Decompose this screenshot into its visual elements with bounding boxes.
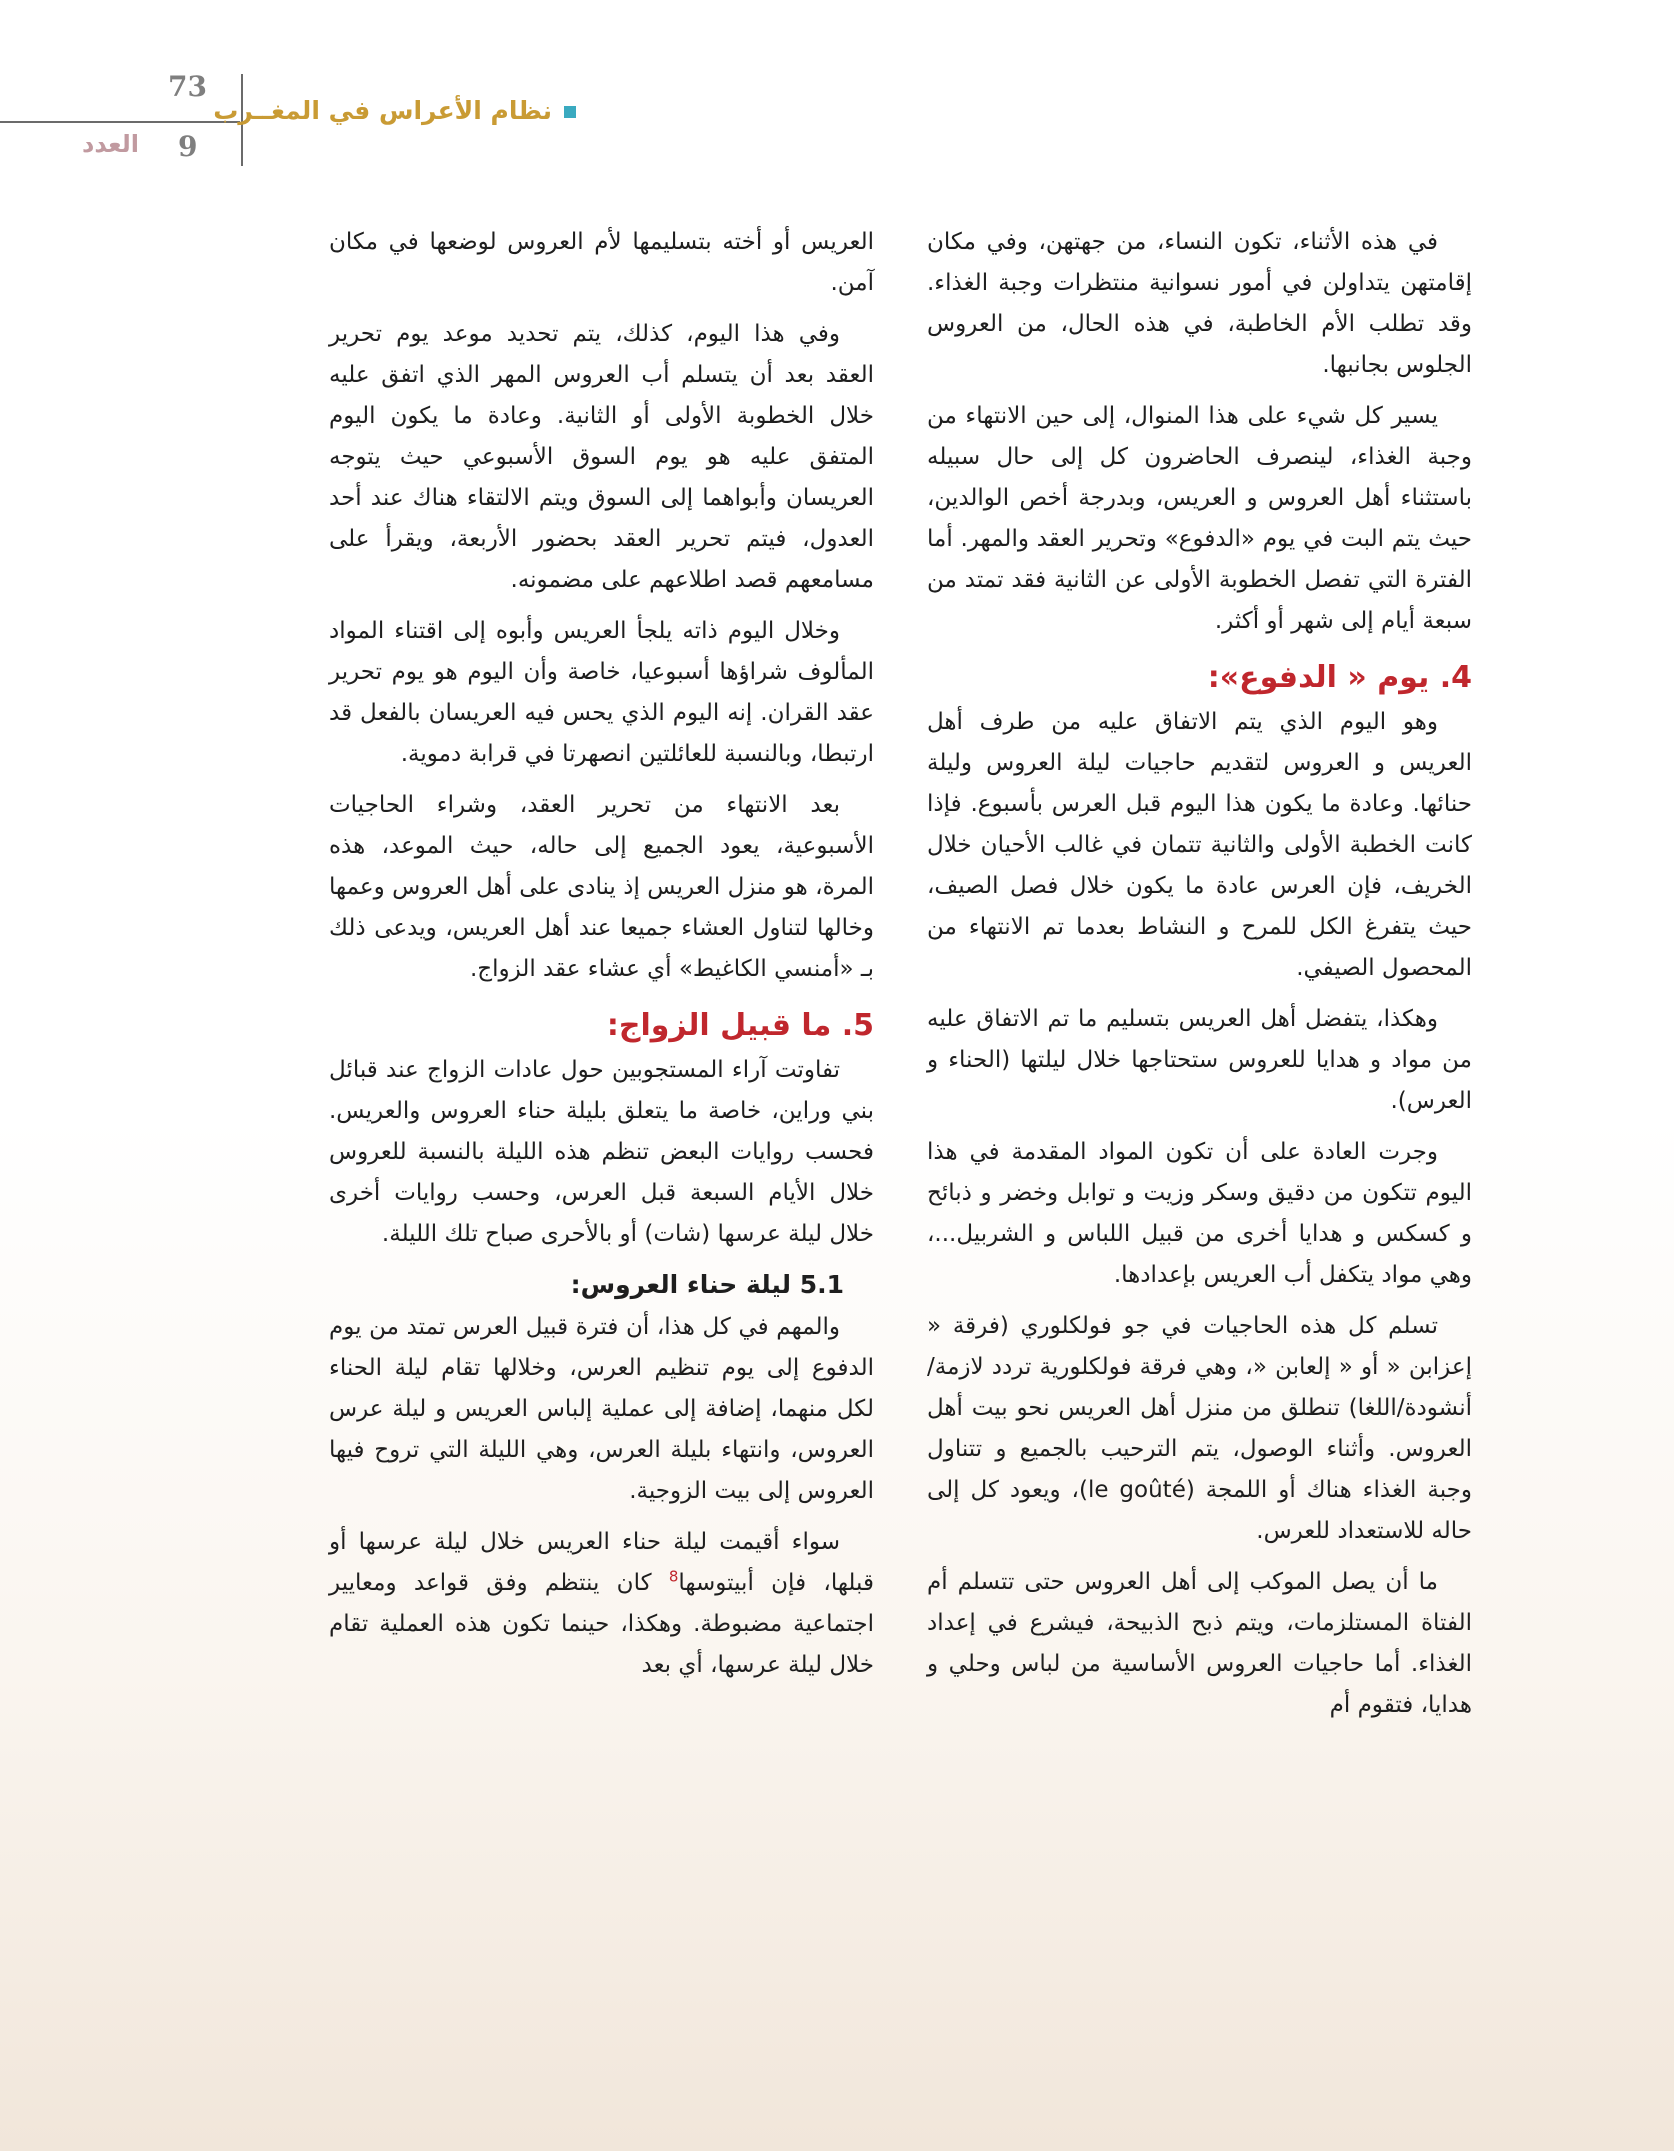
paragraph <box>329 1522 874 1686</box>
section-heading-5: 5. ما قبيل الزواج: <box>606 1008 874 1043</box>
header-divider-horizontal <box>0 121 240 123</box>
footnote-reference[interactable]: 8 <box>668 1567 679 1586</box>
paragraph-continued: العريس أو أخته بتسليمها لأم العروس لوضعها في مكان آمن. <box>329 229 874 296</box>
paragraph: في هذه الأثناء، تكون النساء، من جهتهن، وفي مكان إقامتهن يتداولن في أمور نسوانية منتظرات وجبة الغذاء. وقد تطلب الأم الخاطبة، في هذه الحال، من العروس الجلوس بجانبها. <box>927 229 1472 378</box>
paragraph: ما أن يصل الموكب إلى أهل العروس حتى تتسلم أم الفتاة المستلزمات، ويتم ذبح الذبيحة، فيشرع في إعداد الغذاء. أما حاجيات العروس الأساسية من لباس وحلي و هدايا، فتقوم أم <box>927 1569 1472 1718</box>
paragraph: وفي هذا اليوم، كذلك، يتم تحديد موعد يوم تحرير العقد بعد أن يتسلم أب العروس المهر الذي اتفق عليه خلال الخطوبة الأولى أو الثانية. وعادة ما يكون اليوم المتفق عليه هو يوم السوق الأسبوعي حيث يتوجه العريسان وأبواهما إلى السوق ويتم الالتقاء هناك عند أحد العدول، فيتم تحرير العقد بحضور الأربعة، ويقرأ على مسامعهم قصد اطلاعهم على مضمونه. <box>329 321 874 593</box>
issue-label: العدد <box>82 130 139 158</box>
paragraph: وجرت العادة على أن تكون المواد المقدمة في هذا اليوم تتكون من دقيق وسكر وزيت و توابل وخضر و ذبائح و كسكس و هدايا أخرى من قبيل اللباس و الشربيل...، وهي مواد يتكفل أب العريس بإعدادها. <box>927 1139 1472 1288</box>
issue-number: 9 <box>178 130 198 163</box>
paragraph-text: كان ينتظم وفق قواعد ومعايير اجتماعية مضبوطة. وهكذا، حينما تكون هذه العملية تقام خلال ليلة عرسها، أي بعد <box>329 1570 874 1678</box>
running-title-text: نظام الأعراس في المغــرب <box>213 96 552 125</box>
subsection-heading-5-1: 5.1 ليلة حناء العروس: <box>570 1270 844 1299</box>
paragraph: تسلم كل هذه الحاجيات في جو فولكلوري (فرقة « إعزابن « أو « إلعابن «، وهي فرقة فولكلورية تردد لازمة/أنشودة/اللغا) تنطلق من منزل أهل العريس نحو بيت أهل العروس. وأثناء الوصول، يتم الترحيب بالجميع و تتناول وجبة الغذاء هناك أو اللمجة (le goûté)، ويعود كل إلى حاله للاستعداد للعرس. <box>927 1313 1472 1544</box>
paragraph: والمهم في كل هذا، أن فترة قبيل العرس تمتد من يوم الدفوع إلى يوم تنظيم العرس، وخلالها تقام ليلة الحناء لكل منهما، إضافة إلى عملية إلباس العريس و ليلة عرس العروس، وانتهاء بليلة العرس، وهي الليلة التي تروح فيها العروس إلى بيت الزوجية. <box>329 1314 874 1504</box>
paragraph: وهو اليوم الذي يتم الاتفاق عليه من طرف أهل العريس و العروس لتقديم حاجيات ليلة العروس وليلة حنائها. وعادة ما يكون هذا اليوم قبل العرس بأسبوع. فإذا كانت الخطبة الأولى والثانية تتمان في غالب الأحيان خلال الخريف، فإن العرس عادة ما يكون خلال فصل الصيف، حيث يتفرغ الكل للمرح و النشاط بعدما تم الانتهاء من المحصول الصيفي. <box>927 709 1472 981</box>
paragraph: وهكذا، يتفضل أهل العريس بتسليم ما تم الاتفاق عليه من مواد و هدايا للعروس ستحتاجها خلال ليلتها (الحناء و العرس). <box>927 1006 1472 1114</box>
article-column-left <box>329 222 874 1696</box>
paragraph: بعد الانتهاء من تحرير العقد، وشراء الحاجيات الأسبوعية، يعود الجميع إلى حاله، حيث الموعد، هذه المرة، هو منزل العريس إذ ينادى على أهل العروس وعمها وخالها لتناول العشاء جميعا عند أهل العريس، ويدعى ذلك بـ «أمنسي الكاغيط» أي عشاء عقد الزواج. <box>329 792 874 982</box>
paragraph: يسير كل شيء على هذا المنوال، إلى حين الانتهاء من وجبة الغذاء، لينصرف الحاضرون كل إلى حال سبيله باستثناء أهل العروس و العريس، وبدرجة أخص الوالدين، حيث يتم البت في يوم «الدفوع» وتحرير العقد والمهر. أما الفترة التي تفصل الخطوبة الأولى عن الثانية فقد تمتد من سبعة أيام إلى شهر أو أكثر. <box>927 403 1472 634</box>
section-heading-4: 4. يوم « الدفوع»: <box>1207 660 1472 695</box>
running-title <box>213 96 576 125</box>
paragraph: وخلال اليوم ذاته يلجأ العريس وأبوه إلى اقتناء المواد المألوف شراؤها أسبوعيا، خاصة وأن اليوم هو يوم تحرير عقد القران. إنه اليوم الذي يحس فيه العريسان بالفعل قد ارتبطا، وبالنسبة للعائلتين انصهرتا في قرابة دموية. <box>329 618 874 767</box>
page-number: 73 <box>168 70 207 103</box>
paragraph-text: سواء أقيمت ليلة حناء العريس خلال ليلة عرسها أو قبلها، فإن أبيتوسها <box>329 1529 874 1596</box>
article-column-right <box>927 222 1472 1736</box>
square-bullet-icon <box>564 106 576 118</box>
paragraph: تفاوتت آراء المستجوبين حول عادات الزواج عند قبائل بني وراين، خاصة ما يتعلق بليلة حناء العروس والعريس. فحسب روايات البعض تنظم هذه الليلة بالنسبة للعروس خلال الأيام السبعة قبل العرس، وحسب روايات أخرى خلال ليلة عرسها (شات) أو بالأحرى صباح تلك الليلة. <box>329 1057 874 1247</box>
